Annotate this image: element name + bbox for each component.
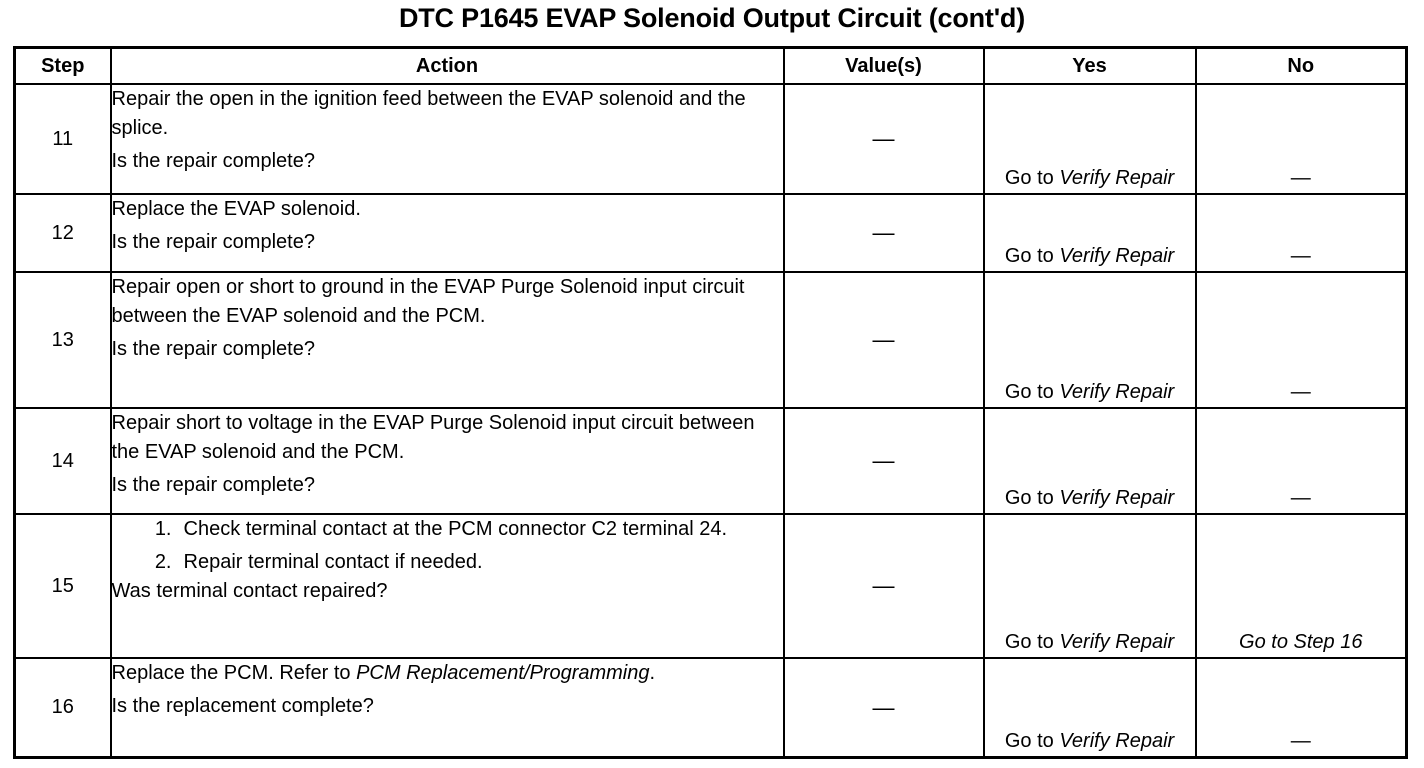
header-step: Step [15,48,111,85]
verify-repair-link[interactable]: Verify Repair [1059,487,1175,509]
no-cell: — [1196,408,1407,514]
yes-cell [984,408,1196,514]
yes-prefix: Go to [1004,631,1054,653]
no-cell: — [1196,658,1407,758]
substep-item [112,515,783,544]
page-title: DTC P1645 EVAP Solenoid Output Circuit (cont'd) [398,3,1026,33]
verify-repair-link[interactable]: Verify Repair [1059,245,1175,267]
yes-prefix: Go to [1004,245,1054,267]
action-question: Is the repair complete? [111,231,315,253]
pcm-replacement-link[interactable]: PCM Replacement/Programming [356,662,650,684]
diagnostic-table [13,46,1408,759]
header-action: Action [111,48,784,85]
value-cell: — [784,408,984,514]
substep-text: Check terminal contact at the PCM connector C2 terminal 24. [183,518,728,540]
action-question: Is the repair complete? [111,474,315,496]
action-cell [111,514,784,658]
table-row [15,658,1407,758]
verify-repair-link[interactable]: Verify Repair [1059,381,1175,403]
action-cell [111,84,784,194]
table-row [15,408,1407,514]
no-cell: — [1196,84,1407,194]
action-prefix: Replace the PCM. Refer to [111,662,351,684]
verify-repair-link[interactable]: Verify Repair [1059,167,1175,189]
yes-cell [984,658,1196,758]
table-row [15,84,1407,194]
action-question: Is the repair complete? [111,150,315,172]
verify-repair-link[interactable]: Verify Repair [1059,730,1175,752]
action-cell [111,194,784,272]
action-cell [111,272,784,408]
value-cell: — [784,514,984,658]
verify-repair-link[interactable]: Verify Repair [1059,631,1175,653]
action-text: Repair open or short to ground in the EVAP Purge Solenoid input circuit between the EVAP solenoid and the PCM. [111,276,745,327]
substep-number: 2. [154,551,172,573]
step-number: 11 [15,84,111,194]
no-cell: — [1196,194,1407,272]
table-header-row [15,48,1407,85]
action-cell [111,658,784,758]
action-text: Replace the EVAP solenoid. [111,198,361,220]
yes-prefix: Go to [1004,381,1054,403]
substep-number: 1. [154,518,172,540]
go-to-step-16-link[interactable]: Go to Step 16 [1196,514,1407,658]
step-number: 15 [15,514,111,658]
action-suffix: . [649,662,656,684]
substep-list [112,515,783,577]
substep-text: Repair terminal contact if needed. [183,551,483,573]
yes-cell [984,84,1196,194]
yes-prefix: Go to [1004,730,1054,752]
yes-cell [984,272,1196,408]
substep-item [112,548,783,577]
table-row [15,514,1407,658]
header-values: Value(s) [784,48,984,85]
table-row [15,272,1407,408]
step-number: 16 [15,658,111,758]
action-cell [111,408,784,514]
value-cell: — [784,194,984,272]
step-number: 12 [15,194,111,272]
no-cell: — [1196,272,1407,408]
action-question: Is the replacement complete? [111,695,374,717]
action-text: Repair short to voltage in the EVAP Purge Solenoid input circuit between the EVAP solenoid and the PCM. [111,412,755,463]
action-text: Repair the open in the ignition feed between the EVAP solenoid and the splice. [111,88,746,139]
yes-cell [984,514,1196,658]
action-question: Is the repair complete? [111,338,315,360]
value-cell: — [784,272,984,408]
value-cell: — [784,84,984,194]
yes-prefix: Go to [1004,167,1054,189]
header-no: No [1196,48,1407,85]
yes-cell [984,194,1196,272]
action-question: Was terminal contact repaired? [111,580,388,602]
yes-prefix: Go to [1004,487,1054,509]
step-number: 13 [15,272,111,408]
step-number: 14 [15,408,111,514]
table-row [15,194,1407,272]
header-yes: Yes [984,48,1196,85]
value-cell: — [784,658,984,758]
